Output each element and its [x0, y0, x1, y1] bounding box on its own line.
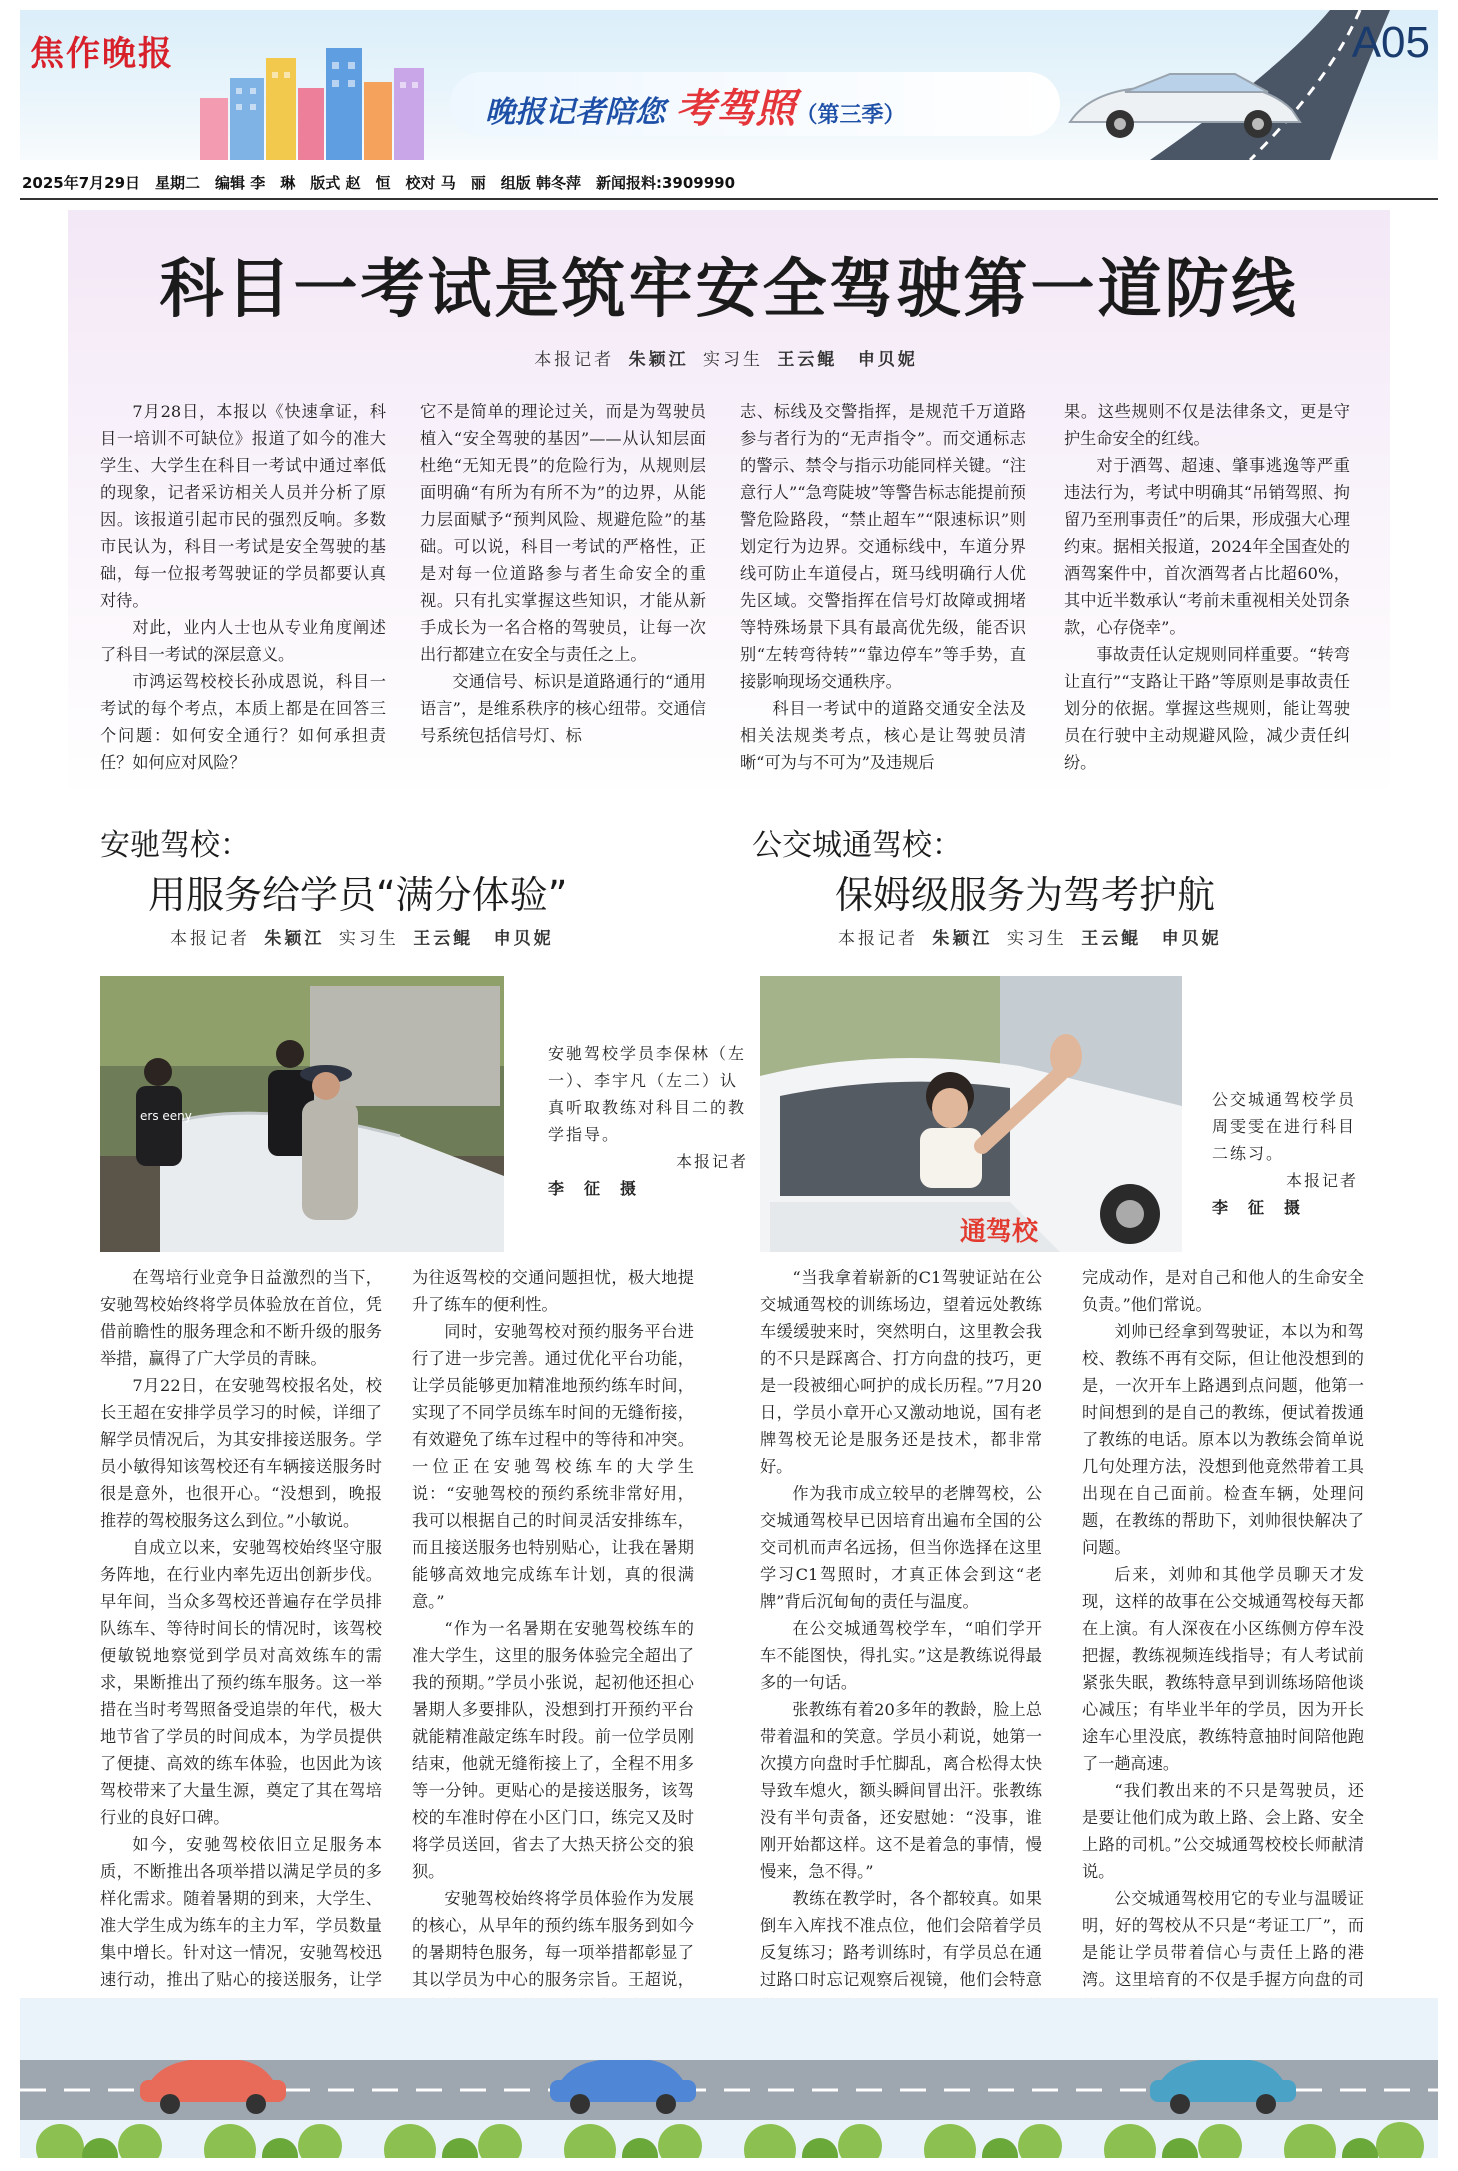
- right-story-byline: 本报记者 朱颖江 实习生 王云鲲 申贝妮: [838, 929, 1222, 949]
- road-footer-illustration: [20, 1998, 1438, 2158]
- slogan-prefix: 晚报记者陪您: [485, 95, 665, 130]
- slogan: [485, 77, 905, 134]
- right-story-title: 保姆级服务为驾考护航: [835, 873, 1216, 917]
- newspaper-brand: 焦作晚报: [30, 34, 174, 74]
- shirt-text: ers eeny: [140, 1109, 192, 1123]
- right-story-photo: [760, 976, 1182, 1252]
- left-story-label: 安驰驾校：: [100, 828, 250, 863]
- left-story-credit-name: 李 征 摄: [548, 1179, 639, 1198]
- left-story-photo: [100, 976, 504, 1252]
- right-story-column-1: “当我拿着崭新的C1驾驶证站在公交城通驾校的训练场边，望着远处教练车缓缓驶来时，突然明白，这里教会我的不只是踩离合、打方向盘的技巧，更是一段被细心呵护的成长历程。”7月20日，学员小章开心又激动地说，国有老牌驾校无论是服务还是技术，都非常好。 作为我市成立较早的老牌驾校，公交城通驾校早已因培育出遍布全国的公交司机而声名远扬，但当你选择在这里学习C1驾照时，才真正体会到这“老牌”背后沉甸甸的责任与温度。 在公交城通驾校学车，“咱们学开车不能图快，得扎实。”这是教练说得最多的一句话。 张教练有着20多年的教龄，脸上总带着温和的笑意。学员小莉说，她第一次摸方向盘时手忙脚乱，离合松得太快导致车熄火，额头瞬间冒出汗。张教练没有半句责备，还安慰她：“没事，谁刚开始都这样。这不是着急的事情，慢慢来，急不得。” 教练在教学时，各个都较真。如果倒车入库找不准点位，他们会陪着学员反复练习；路考训练时，有学员总在通过路口时忘记观察后视镜，他们会特意: [760, 1268, 1042, 1989]
- main-article-column-1: 7月28日，本报以《快速拿证，科目一培训不可缺位》报道了如今的准大学生、大学生在科目一考试中通过率低的现象，记者采访相关人员并分析了原因。该报道引起市民的强烈反响。多数市民认为，科目一考试是安全驾驶的基础，每一位报考驾驶证的学员都要认真对待。 对此，业内人士也从专业角度阐述了科目一考试的深层意义。 市鸿运驾校校长孙成恩说，科目一考试的每个考点，本质上都是在回答三个问题：如何安全通行？如何承担责任？如何应对风险？: [100, 402, 386, 772]
- left-story-credit-role: 本报记者: [675, 1152, 748, 1171]
- main-article-column-2: 它不是简单的理论过关，而是为驾驶员植入“安全驾驶的基因”——从认知层面杜绝“无知无畏”的危险行为，从规则层面明确“有所为有所不为”的边界，从能力层面赋予“预判风险、规避危险”的基础。可以说，科目一考试的严格性，正是对每一位道路参与者生命安全的重视。只有扎实掌握这些知识，才能从新手成长为一名合格的驾驶员，让每一次出行都建立在安全与责任之上。 交通信号、标识是道路通行的“通用语言”，是维系秩序的核心纽带。交通信号系统包括信号灯、标: [420, 402, 706, 745]
- left-story-column-1: 在驾培行业竞争日益激烈的当下，安驰驾校始终将学员体验放在首位，凭借前瞻性的服务理念和不断升级的服务举措，赢得了广大学员的青睐。 7月22日，在安驰驾校报名处，校长王超在安排学员学习的时候，详细了解学员情况后，为其安排接送服务。学员小敏得知该驾校还有车辆接送服务时很是意外，也很开心。“没想到，晚报推荐的驾校服务这么到位。”小敏说。 自成立以来，安驰驾校始终坚守服务阵地，在行业内率先迈出创新步伐。早年间，当众多驾校还普遍存在学员排队练车、等待时间长的情况时，该驾校便敏锐地察觉到学员对高效练车的需求，果断推出了预约练车服务。这一举措在当时考驾照备受追崇的年代，极大地节省了学员的时间成本，为学员提供了便捷、高效的练车体验，也因此为该驾校带来了大量生源，奠定了其在驾培行业的良好口碑。 如今，安驰驾校依旧立足服务本质，不断推出各项举措以满足学员的多样化需求。随着暑期的到来，大学生、准大学生成为练车的主力军，学员数量集中增长。针对这一情况，安驰驾校迅速行动，推出了贴心的接送服务，让学: [100, 1268, 382, 1989]
- right-story-caption: 公交城通驾校学员周雯雯在进行科目二练习。 本报记者 李 征 摄: [1212, 1090, 1358, 1217]
- divider: [20, 198, 1438, 200]
- right-story-credit-name: 李 征 摄: [1212, 1198, 1303, 1217]
- dateline: 2025年7月29日 星期二 编辑 李 琳 版式 赵 恒 校对 马 丽 组版 韩冬萍 新闻报料:3909990: [22, 174, 736, 192]
- left-story-title: 用服务给学员“满分体验”: [148, 873, 568, 917]
- left-story-caption: 安驰驾校学员李保林（左一）、李宇凡（左二）认真听取教练对科目二的教学指导。 本报记者 李 征 摄: [548, 1044, 748, 1198]
- left-story-column-2: 为往返驾校的交通问题担忧，极大地提升了练车的便利性。 同时，安驰驾校对预约服务平台进行了进一步完善。通过优化平台功能，让学员能够更加精准地预约练车时间，实现了不同学员练车时间的无缝衔接，有效避免了练车过程中的等待和冲突。一位正在安驰驾校练车的大学生说：“安驰驾校的预约系统非常好用，我可以根据自己的时间灵活安排练车，而且接送服务也特别贴心，让我在暑期能够高效地完成练车计划，真的很满意。” “作为一名暑期在安驰驾校练车的准大学生，这里的服务体验完全超出了我的预期。”学员小张说，起初他还担心暑期人多要排队，没想到打开预约平台就能精准敲定练车时段。前一位学员刚结束，他就无缝衔接上了，全程不用多等一分钟。更贴心的是接送服务，该驾校的车准时停在小区门口，练完又及时将学员送回，省去了大热天挤公交的狼狈。 安驰驾校始终将学员体验作为发展的核心，从早年的预约练车服务到如今的暑期特色服务，每一项举措都彰显了其以学员为中心的服务宗旨。王超说，: [412, 1268, 694, 1989]
- right-story-label: 公交城通驾校：: [752, 828, 962, 863]
- car-door-text: 通驾校: [960, 1217, 1039, 1247]
- season-label: （第三季）: [795, 103, 906, 128]
- slogan-highlight: 考驾照: [675, 86, 796, 132]
- main-article-title: 科目一考试是筑牢安全驾驶第一道防线: [159, 253, 1299, 327]
- main-article-byline: 本报记者 朱颖江 实习生 王云鲲 申贝妮: [534, 350, 918, 370]
- right-story-credit-role: 本报记者: [1285, 1171, 1358, 1190]
- city-skyline-icon: [200, 38, 440, 160]
- masthead: [20, 10, 1438, 160]
- left-story-byline: 本报记者 朱颖江 实习生 王云鲲 申贝妮: [170, 929, 554, 949]
- main-article-column-4: 果。这些规则不仅是法律条文，更是守护生命安全的红线。 对于酒驾、超速、肇事逃逸等严重违法行为，考试中明确其“吊销驾照、拘留乃至刑事责任”的后果，形成强大心理约束。据相关报道，2024年全国查处的酒驾案件中，首次酒驾者占比超60%，其中近半数承认“考前未重视相关处罚条款，心存侥幸”。 事故责任认定规则同样重要。“转弯让直行”“支路让干路”等原则是事故责任划分的依据。掌握这些规则，能让驾驶员在行驶中主动规避风险，减少责任纠纷。: [1064, 402, 1350, 772]
- page-number: A05: [1351, 18, 1430, 67]
- right-story-column-2: 完成动作，是对自己和他人的生命安全负责。”他们常说。 刘帅已经拿到驾驶证，本以为和驾校、教练不再有交际，但让他没想到的是，一次开车上路遇到点问题，他第一时间想到的是自己的教练，便试着拨通了教练的电话。原本以为教练会简单说几句处理方法，没想到他竟然带着工具出现在自己面前。检查车辆，处理问题，在教练的帮助下，刘帅很快解决了问题。 后来，刘帅和其他学员聊天才发现，这样的故事在公交城通驾校每天都在上演。有人深夜在小区练侧方停车没把握，教练视频连线指导；有人考试前紧张失眠，教练特意早到训练场陪他谈心减压；有毕业半年的学员，因为开长途车心里没底，教练特意抽时间陪他跑了一趟高速。 “我们教出来的不只是驾驶员，还是要让他们成为敢上路、会上路、安全上路的司机。”公交城通驾校校长师献清说。 公交城通驾校用它的专业与温暖证明，好的驾校从不只是“考证工厂”，而是能让学员带着信心与责任上路的港湾。这里培育的不仅是手握方向盘的司: [1082, 1268, 1364, 1989]
- main-article-column-3: 志、标线及交警指挥，是规范千万道路参与者行为的“无声指令”。而交通标志的警示、禁令与指示功能同样关键。“注意行人”“急弯陡坡”等警告标志能提前预警危险路段，“禁止超车”“限速标识”则划定行为边界。交通标线中，车道分界线可防止车道侵占，斑马线明确行人优先区域。交警指挥在信号灯故障或拥堵等特殊场景下具有最高优先级，能否识别“左转弯待转”“靠边停车”等手势，直接影响现场交通秩序。 科目一考试中的道路交通安全法及相关法规类考点，核心是让驾驶员清晰“可为与不可为”及违规后: [740, 402, 1026, 772]
